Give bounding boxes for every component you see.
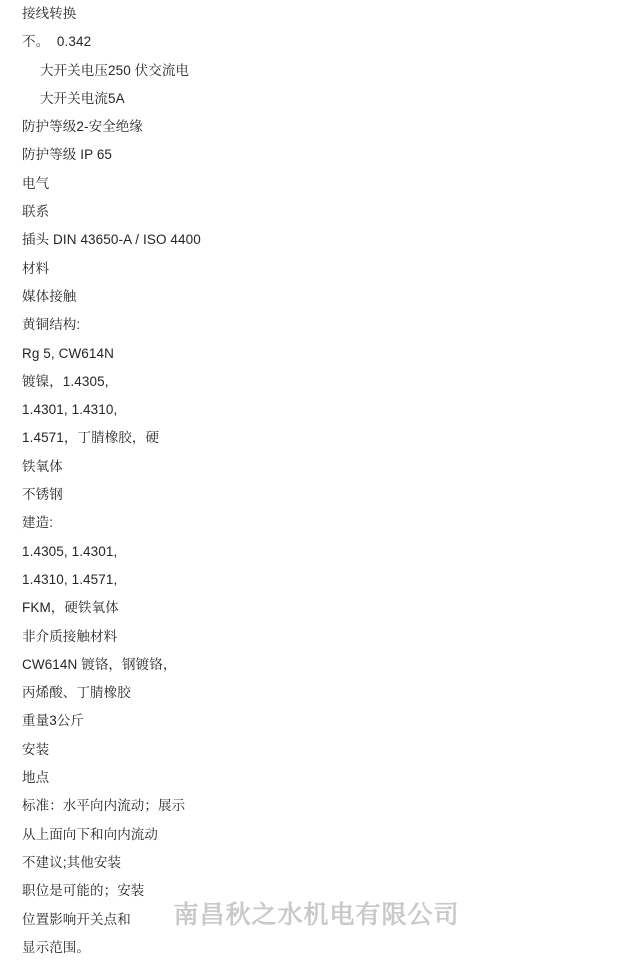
document-line: 职位是可能的；安装: [22, 883, 145, 899]
document-line: 镀镍，1.4305,: [22, 373, 109, 389]
document-line: 大开关电流5A: [40, 90, 125, 106]
document-line: 铁氧体: [22, 458, 63, 474]
document-line: 材料: [22, 260, 50, 276]
document-line: 黄铜结构:: [22, 317, 81, 333]
document-line: 丙烯酸、丁腈橡胶: [22, 685, 131, 701]
document-line: 不锈钢: [22, 487, 63, 503]
document-line: 接线转换: [22, 6, 77, 21]
document-line: FKM，硬铁氧体: [22, 600, 119, 616]
document-line: 非介质接触材料: [22, 628, 118, 644]
document-line: 标准：水平向内流动；展示: [22, 798, 186, 814]
document-line: CW614N 镀铬，钢镀铬，: [22, 656, 177, 672]
document-line: 建造:: [22, 515, 54, 531]
document-line: 位置影响开关点和: [22, 911, 131, 927]
watermark: 南昌秋之水机电有限公司: [173, 900, 460, 929]
document-line: 大开关电压250 伏交流电: [40, 62, 190, 78]
document-line: 不。 0.342: [22, 34, 92, 50]
document-line: 1.4310, 1.4571,: [22, 571, 118, 587]
document-line: 防护等级 IP 65: [22, 147, 113, 163]
document-line: 插头 DIN 43650-A / ISO 4400: [22, 232, 201, 248]
document-line: 安装: [22, 741, 50, 757]
document-line: 从上面向下和向内流动: [22, 826, 158, 842]
document-line: 显示范围。: [22, 939, 90, 955]
document-line: 重量3公斤: [22, 713, 85, 729]
document-line: 防护等级2-安全绝缘: [22, 119, 144, 135]
document-line: 1.4571，丁腈橡胶，硬: [22, 430, 160, 446]
document-line: 1.4305, 1.4301,: [22, 543, 118, 559]
document-line: Rg 5, CW614N: [22, 345, 114, 361]
document-line: 联系: [22, 204, 50, 220]
document-line: 电气: [22, 175, 50, 191]
document-line: 地点: [22, 770, 50, 786]
document-line: 不建议;其他安装: [22, 854, 122, 870]
document-line: 媒体接触: [22, 288, 77, 304]
document-line: 1.4301, 1.4310,: [22, 402, 118, 418]
